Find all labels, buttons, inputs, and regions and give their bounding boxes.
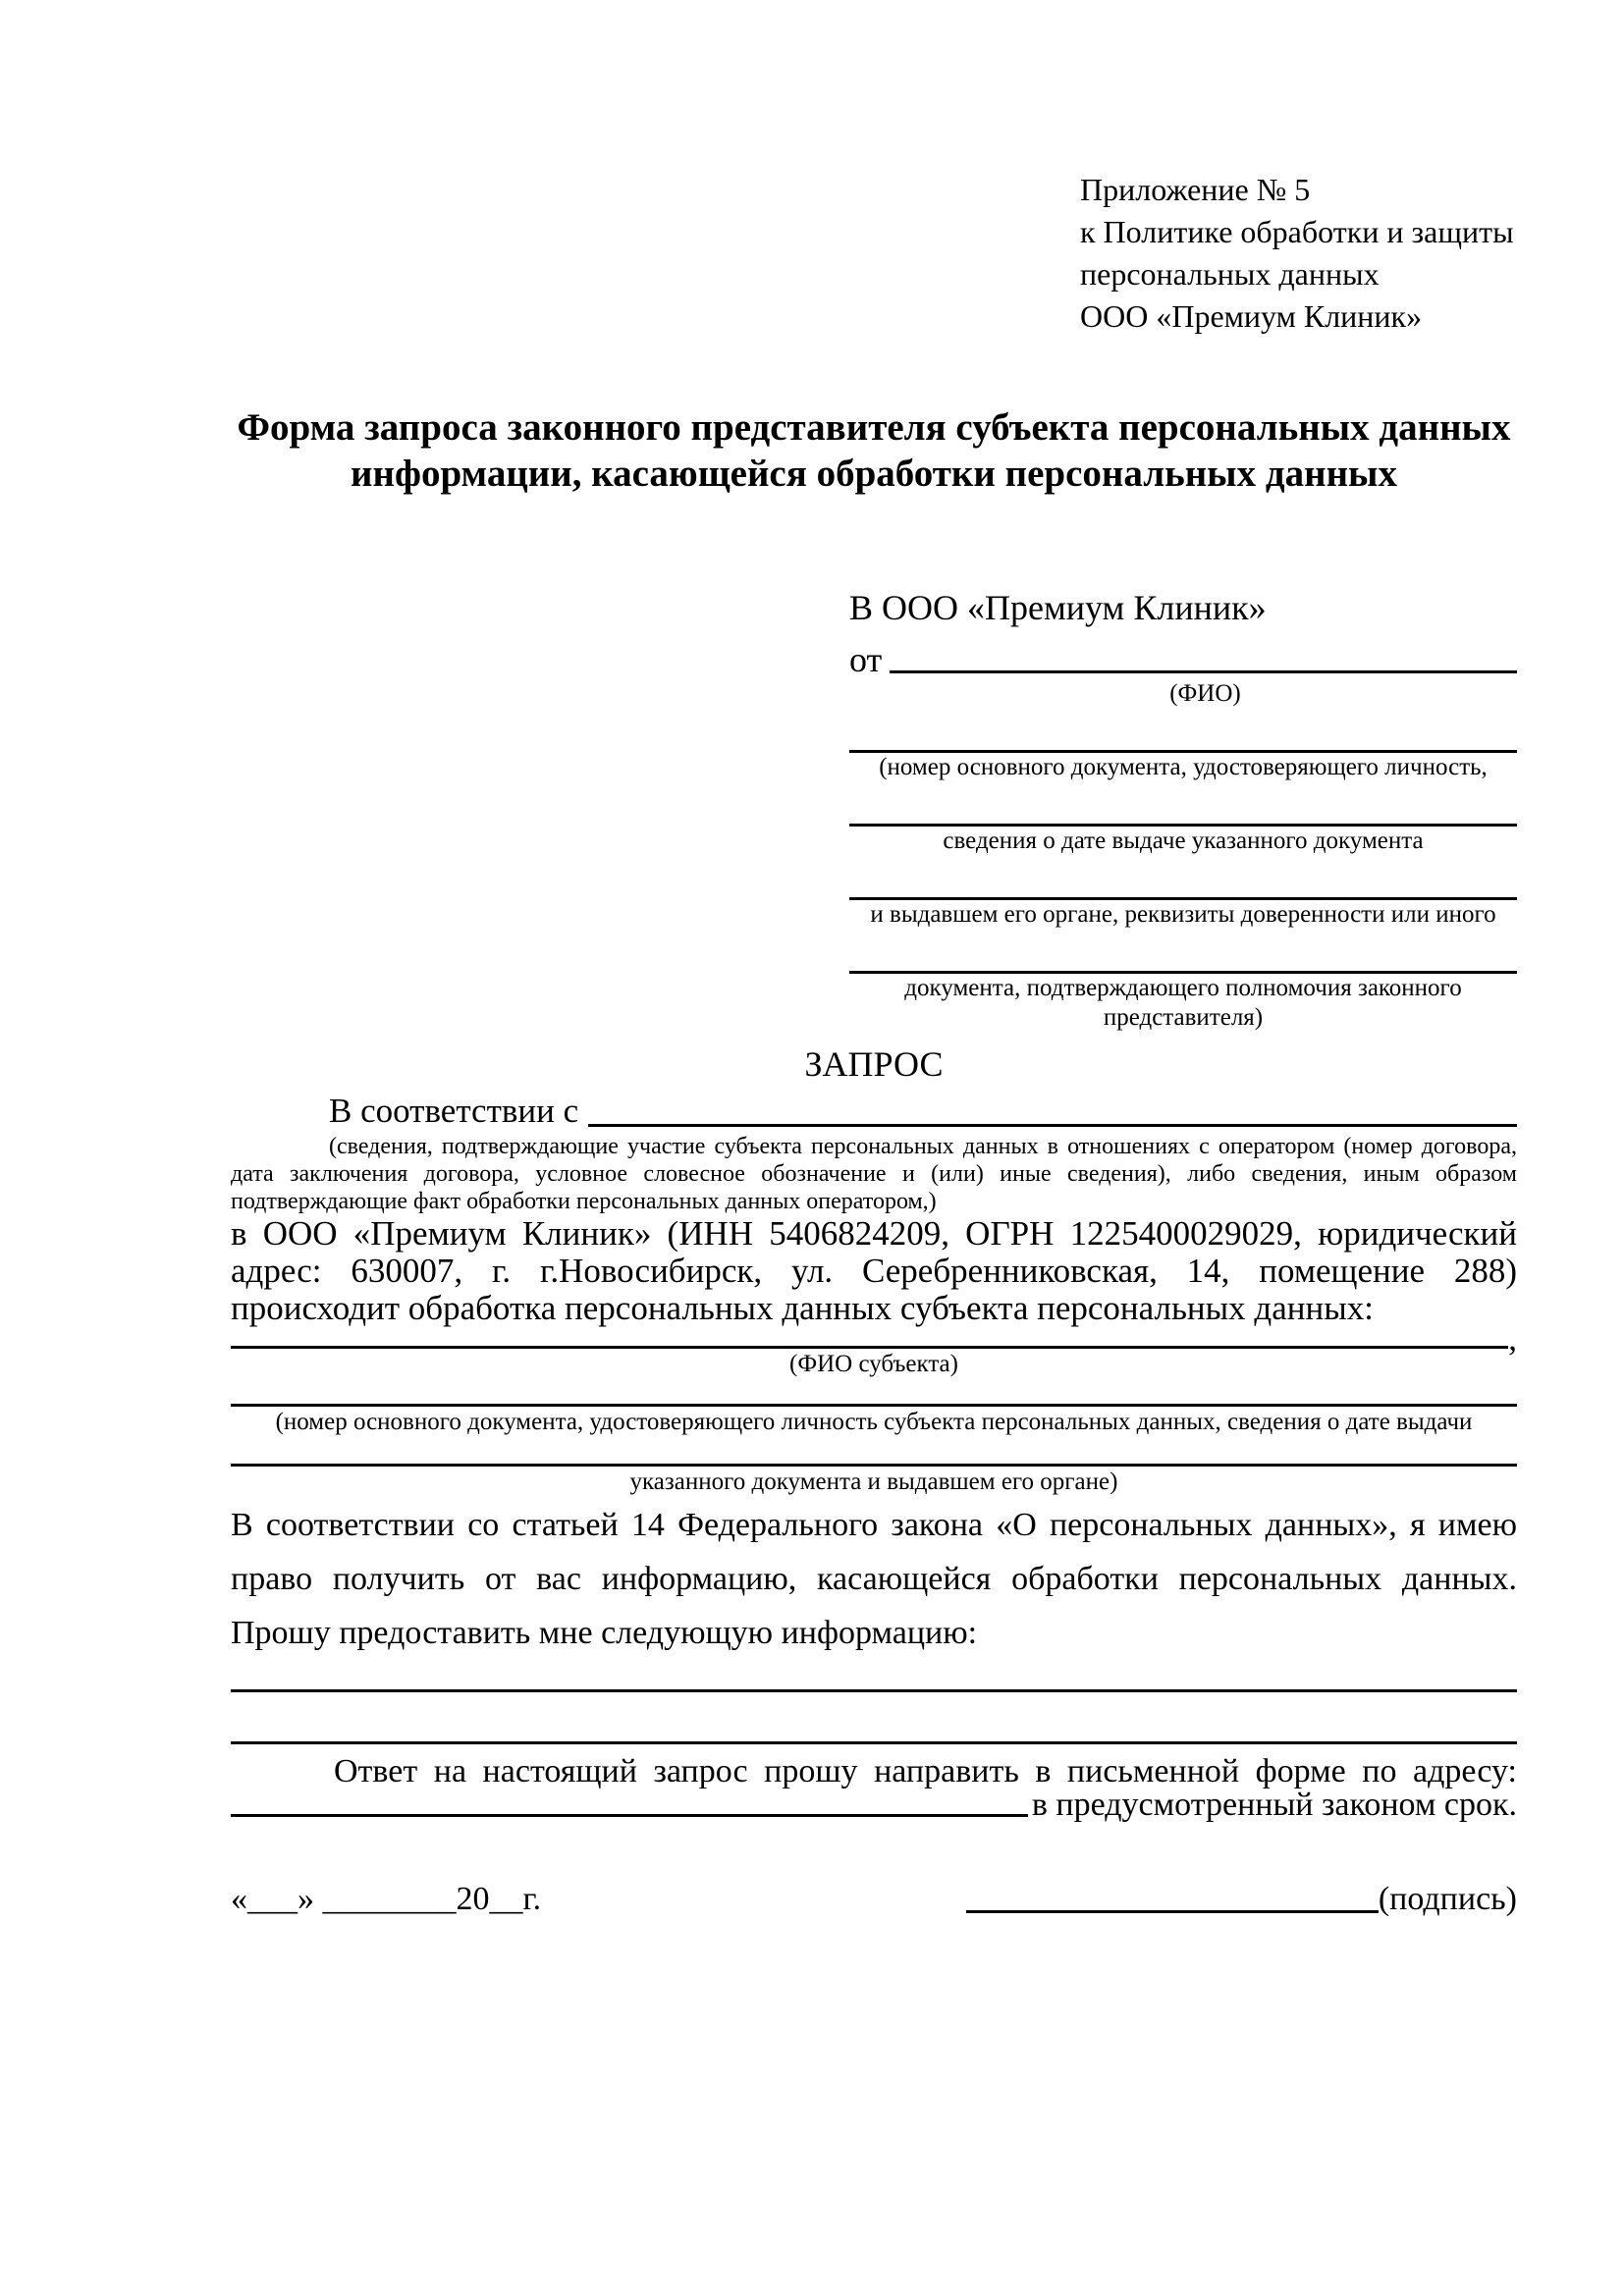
line-caption: документа, подтверждающего полномочия законного представителя) bbox=[904, 975, 1462, 1031]
doc-info-pair bbox=[849, 709, 1517, 782]
signature-group bbox=[966, 1878, 1517, 1921]
law-paragraph: В соответствии со статьей 14 Федерального закона «О персональных данных», я имею право получить от вас информацию, касающейся обработки персональных данных. Прошу предоставить мне следующую информацию: bbox=[231, 1507, 1517, 1651]
page-title: Форма запроса законного представителя субъекта персональных данных информации, касающейся обработки персональных данных bbox=[237, 406, 1511, 495]
appendix-line: к Политике обработки и защиты bbox=[1080, 214, 1514, 249]
addressee-organization: В ООО «Премиум Клиник» bbox=[849, 588, 1267, 627]
from-fill-in-line bbox=[890, 670, 1517, 673]
doc-info-pair bbox=[849, 930, 1517, 1033]
date-line: «___» ________20__г. bbox=[231, 1881, 542, 1917]
fill-in-line bbox=[849, 930, 1517, 974]
line-caption: и выдавшем его органе, реквизиты доверенности или иного bbox=[870, 901, 1496, 928]
reply-address-row bbox=[231, 1787, 1517, 1823]
request-heading: ЗАПРОС bbox=[804, 1044, 944, 1084]
appendix-line: Приложение № 5 bbox=[1080, 172, 1311, 207]
from-row bbox=[849, 630, 1517, 679]
info-fill-in-line bbox=[231, 1660, 1517, 1692]
subject-fio-caption: (ФИО субъекта) bbox=[789, 1351, 958, 1377]
intro-row bbox=[231, 1086, 1517, 1131]
line-caption: (номер основного документа, удостоверяющего личность, bbox=[879, 754, 1488, 780]
info-fill-in-line bbox=[231, 1692, 1517, 1744]
subject-doc-line bbox=[231, 1380, 1517, 1407]
intro-caption: (сведения, подтверждающие участие субъекта персональных данных в отношениях с оператором (номер договора, дата заключения договора, условное словесное обозначение и (или) иные сведения), либо сведения, иным образом подтверждающие факт обработки персональных данных оператором,) bbox=[231, 1134, 1517, 1214]
intro-fill-in-line bbox=[588, 1124, 1517, 1127]
fill-in-line bbox=[849, 856, 1517, 900]
signature-caption: (подпись) bbox=[1378, 1881, 1517, 1917]
doc-info-pair bbox=[849, 856, 1517, 930]
reply-tail: в предусмотренный законом срок. bbox=[1031, 1787, 1517, 1823]
fio-caption: (ФИО) bbox=[1169, 680, 1241, 707]
address-fill-in-line bbox=[231, 1814, 1028, 1817]
subject-doc-caption: (номер основного документа, удостоверяющего личность субъекта персональных данных, сведения о дате выдачи bbox=[275, 1409, 1473, 1435]
signature-fill-in-line bbox=[966, 1881, 1379, 1913]
trailing-comma: , bbox=[1508, 1319, 1517, 1358]
subject-fio-row bbox=[231, 1319, 1517, 1358]
doc-info-pair bbox=[849, 782, 1517, 856]
reply-sentence: Ответ на настоящий запрос прошу направить в письменной форме по адресу: bbox=[334, 1753, 1517, 1789]
intro-label: В соответствии с bbox=[329, 1092, 579, 1130]
fill-in-line bbox=[849, 709, 1517, 753]
addressee-block bbox=[849, 585, 1517, 1033]
appendix-block bbox=[1080, 169, 1517, 338]
fill-in-line bbox=[849, 782, 1517, 827]
from-label: от bbox=[849, 640, 883, 679]
appendix-line: ООО «Премиум Клиник» bbox=[1080, 298, 1423, 334]
line-caption: сведения о дате выдаче указанного документа bbox=[943, 828, 1424, 854]
subject-doc-caption: указанного документа и выдавшем его органе) bbox=[629, 1468, 1118, 1495]
footer-row bbox=[231, 1878, 1517, 1921]
operator-paragraph: в ООО «Премиум Клиник» (ИНН 5406824209, ОГРН 1225400029029, юридический адрес: 630007, г. г.Новосибирск, ул. Серебренниковская, 14, помещение 288) происходит обработка персональных данных субъекта персональных данных: bbox=[231, 1214, 1517, 1327]
subject-doc-line bbox=[231, 1438, 1517, 1467]
appendix-line: персональных данных bbox=[1080, 256, 1380, 292]
